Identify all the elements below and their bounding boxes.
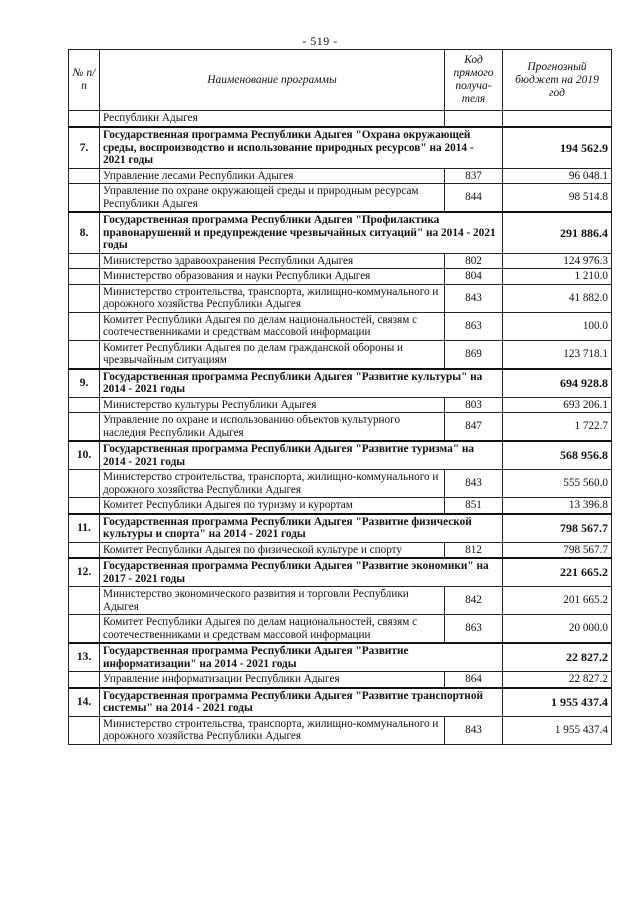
- continuation-row: [69, 111, 612, 128]
- recipient-amount: 555 560.0: [503, 470, 612, 498]
- recipient-num: [69, 397, 100, 413]
- recipient-name: Комитет Республики Адыгея по туризму и курортам: [100, 498, 445, 514]
- recipient-row: [69, 184, 612, 213]
- header-num: № п/п: [69, 50, 100, 111]
- recipient-code: 802: [445, 253, 503, 269]
- page-number: - 519 -: [302, 34, 338, 48]
- recipient-code: 843: [445, 284, 503, 312]
- recipient-row: [69, 498, 612, 514]
- program-title: Государственная программа Республики Адыгея "Профилактика правонарушений и предупреждение чрезвычайных ситуаций" на 2014 - 2021 годы: [100, 212, 503, 253]
- recipient-row: [69, 340, 612, 369]
- recipient-amount: 1 955 437.4: [503, 716, 612, 744]
- recipient-amount: 13 396.8: [503, 498, 612, 514]
- recipient-code: 803: [445, 397, 503, 413]
- recipient-row: [69, 168, 612, 184]
- continuation-code: [445, 111, 503, 128]
- program-row: [69, 514, 612, 543]
- recipient-amount: 100.0: [503, 312, 612, 340]
- recipient-row: [69, 413, 612, 442]
- program-total: 1 955 437.4: [503, 688, 612, 717]
- recipient-name: Комитет Республики Адыгея по делам гражданской обороны и чрезвычайным ситуациям: [100, 340, 445, 369]
- program-number: 12.: [69, 558, 100, 587]
- recipient-code: 851: [445, 498, 503, 514]
- recipient-row: [69, 397, 612, 413]
- recipient-code: 864: [445, 672, 503, 688]
- recipient-amount: 41 882.0: [503, 284, 612, 312]
- recipient-num: [69, 269, 100, 285]
- program-row: [69, 127, 612, 168]
- program-total: 221 665.2: [503, 558, 612, 587]
- program-total: 798 567.7: [503, 514, 612, 543]
- recipient-amount: 201 665.2: [503, 587, 612, 615]
- recipient-name: Управление по охране окружающей среды и природным ресурсам Республики Адыгея: [100, 184, 445, 213]
- program-title: Государственная программа Республики Адыгея "Охрана окружающей среды, воспроизводство и использование природных ресурсов" на 2014 - 2021 годы: [100, 127, 503, 168]
- program-number: 8.: [69, 212, 100, 253]
- recipient-amount: 124 976.3: [503, 253, 612, 269]
- recipient-code: 844: [445, 184, 503, 213]
- recipient-amount: 20 000.0: [503, 615, 612, 644]
- recipient-row: [69, 716, 612, 744]
- recipient-num: [69, 284, 100, 312]
- recipient-row: [69, 615, 612, 644]
- program-total: 568 956.8: [503, 441, 612, 470]
- recipient-code: 837: [445, 168, 503, 184]
- recipient-num: [69, 498, 100, 514]
- recipient-name: Министерство строительства, транспорта, жилищно-коммунального и дорожного хозяйства Республики Адыгея: [100, 470, 445, 498]
- recipient-num: [69, 253, 100, 269]
- program-title: Государственная программа Республики Адыгея "Развитие туризма" на 2014 - 2021 годы: [100, 441, 503, 470]
- header-budget: Прогнозный бюджет на 2019 год: [503, 50, 612, 111]
- recipient-row: [69, 284, 612, 312]
- recipient-code: 804: [445, 269, 503, 285]
- recipient-code: 843: [445, 470, 503, 498]
- program-title: Государственная программа Республики Адыгея "Развитие физической культуры и спорта" на 2014 - 2021 годы: [100, 514, 503, 543]
- recipient-amount: 123 718.1: [503, 340, 612, 369]
- recipient-name: Управление по охране и использованию объектов культурного наследия Республики Адыгея: [100, 413, 445, 442]
- recipient-name: Министерство строительства, транспорта, жилищно-коммунального и дорожного хозяйства Республики Адыгея: [100, 716, 445, 744]
- continuation-num: [69, 111, 100, 128]
- program-number: 14.: [69, 688, 100, 717]
- continuation-text: Республики Адыгея: [100, 111, 445, 128]
- program-total: 22 827.2: [503, 643, 612, 672]
- recipient-name: Министерство образования и науки Республики Адыгея: [100, 269, 445, 285]
- program-row: [69, 441, 612, 470]
- recipient-row: [69, 587, 612, 615]
- program-title: Государственная программа Республики Адыгея "Развитие транспортной системы" на 2014 - 2021 годы: [100, 688, 503, 717]
- recipient-row: [69, 253, 612, 269]
- recipient-code: 842: [445, 587, 503, 615]
- program-row: [69, 369, 612, 398]
- recipient-num: [69, 542, 100, 558]
- program-row: [69, 643, 612, 672]
- program-number: 9.: [69, 369, 100, 398]
- recipient-name: Комитет Республики Адыгея по делам национальностей, связям с соотечественниками и средствам массовой информации: [100, 312, 445, 340]
- recipient-num: [69, 413, 100, 442]
- program-title: Государственная программа Республики Адыгея "Развитие культуры" на 2014 - 2021 годы: [100, 369, 503, 398]
- program-row: [69, 212, 612, 253]
- recipient-code: 843: [445, 716, 503, 744]
- program-total: 194 562.9: [503, 127, 612, 168]
- table-header-row: [69, 50, 612, 111]
- program-number: 13.: [69, 643, 100, 672]
- recipient-name: Комитет Республики Адыгея по делам национальностей, связям с соотечественниками и средствам массовой информации: [100, 615, 445, 644]
- recipient-name: Министерство культуры Республики Адыгея: [100, 397, 445, 413]
- recipient-num: [69, 470, 100, 498]
- recipient-amount: 98 514.8: [503, 184, 612, 213]
- recipient-code: 869: [445, 340, 503, 369]
- recipient-code: 847: [445, 413, 503, 442]
- recipient-name: Министерство экономического развития и торговли Республики Адыгея: [100, 587, 445, 615]
- program-row: [69, 558, 612, 587]
- recipient-name: Министерство строительства, транспорта, жилищно-коммунального и дорожного хозяйства Республики Адыгея: [100, 284, 445, 312]
- program-number: 7.: [69, 127, 100, 168]
- recipient-name: Министерство здравоохранения Республики Адыгея: [100, 253, 445, 269]
- recipient-name: Управление информатизации Республики Адыгея: [100, 672, 445, 688]
- recipient-code: 812: [445, 542, 503, 558]
- continuation-amount: [503, 111, 612, 128]
- header-name: Наименование программы: [100, 50, 445, 111]
- recipient-row: [69, 470, 612, 498]
- program-number: 11.: [69, 514, 100, 543]
- recipient-code: 863: [445, 312, 503, 340]
- program-total: 694 928.8: [503, 369, 612, 398]
- recipient-num: [69, 184, 100, 213]
- program-number: 10.: [69, 441, 100, 470]
- program-title: Государственная программа Республики Адыгея "Развитие экономики" на 2017 - 2021 годы: [100, 558, 503, 587]
- recipient-num: [69, 168, 100, 184]
- recipient-amount: 1 722.7: [503, 413, 612, 442]
- program-total: 291 886.4: [503, 212, 612, 253]
- recipient-name: Управление лесами Республики Адыгея: [100, 168, 445, 184]
- recipient-code: 863: [445, 615, 503, 644]
- header-code: Код прямого получа-теля: [445, 50, 503, 111]
- recipient-num: [69, 587, 100, 615]
- recipient-amount: 693 206.1: [503, 397, 612, 413]
- recipient-num: [69, 340, 100, 369]
- table-body: [69, 111, 612, 745]
- recipient-num: [69, 615, 100, 644]
- recipient-name: Комитет Республики Адыгея по физической культуре и спорту: [100, 542, 445, 558]
- recipient-row: [69, 269, 612, 285]
- recipient-row: [69, 672, 612, 688]
- recipient-amount: 22 827.2: [503, 672, 612, 688]
- recipient-num: [69, 672, 100, 688]
- recipient-row: [69, 542, 612, 558]
- program-row: [69, 688, 612, 717]
- recipient-amount: 1 210.0: [503, 269, 612, 285]
- recipient-amount: 96 048.1: [503, 168, 612, 184]
- recipient-num: [69, 312, 100, 340]
- budget-table: [68, 49, 612, 745]
- program-title: Государственная программа Республики Адыгея "Развитие информатизации" на 2014 - 2021 годы: [100, 643, 503, 672]
- recipient-row: [69, 312, 612, 340]
- recipient-num: [69, 716, 100, 744]
- recipient-amount: 798 567.7: [503, 542, 612, 558]
